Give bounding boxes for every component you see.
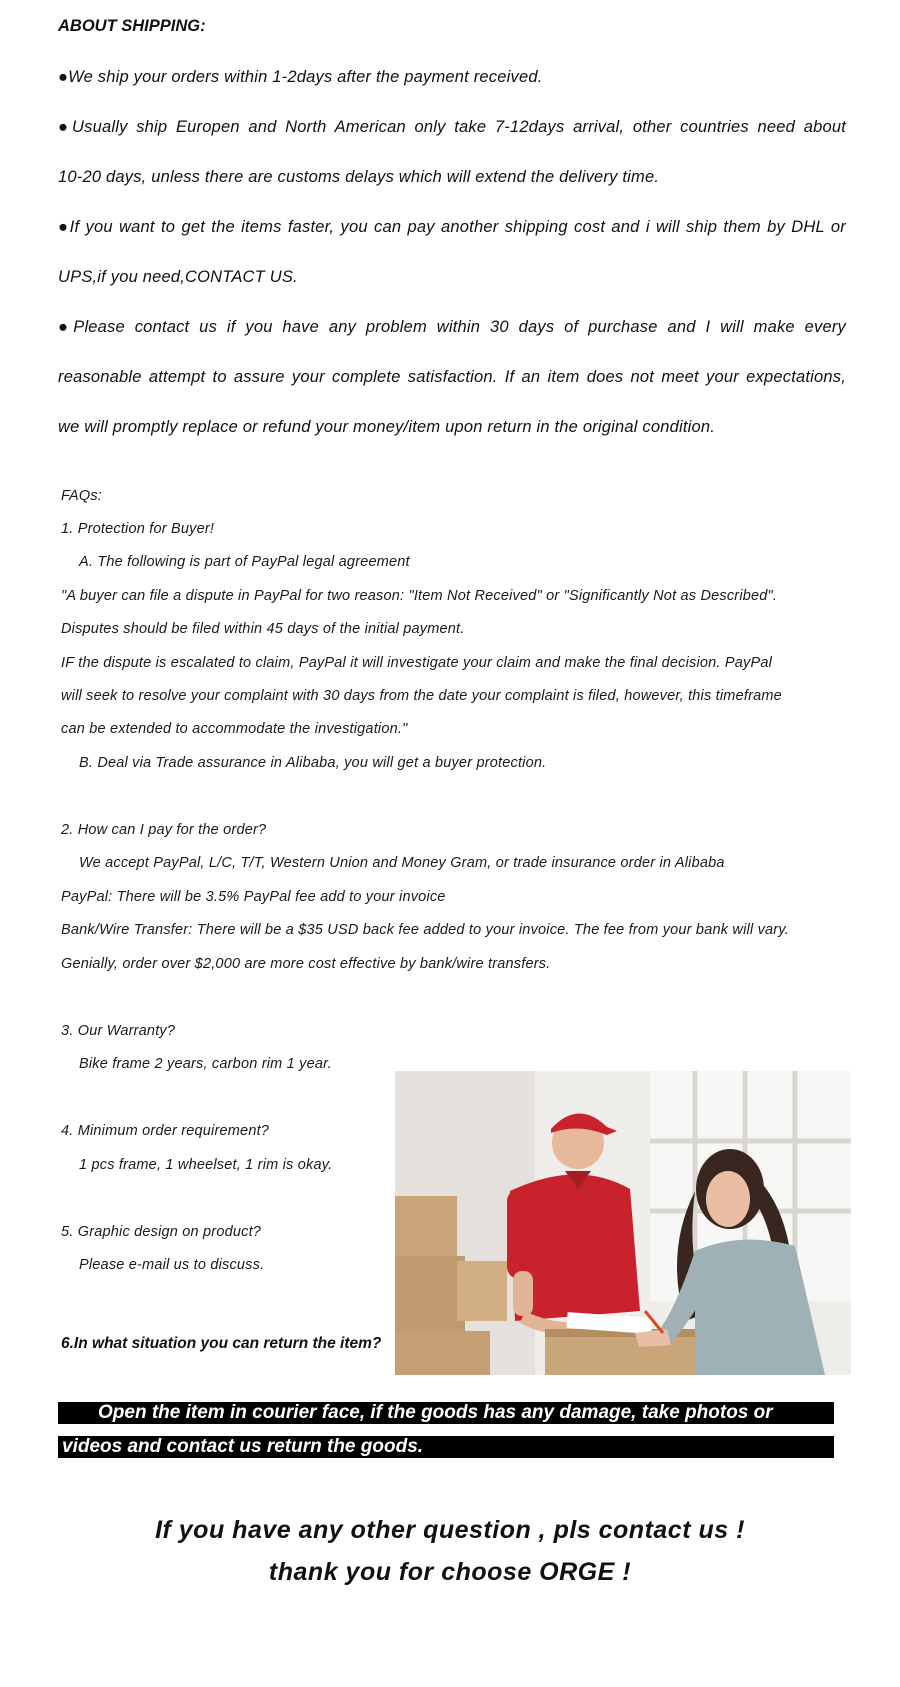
shipping-line: ●We ship your orders within 1-2days after the payment received.: [58, 68, 543, 86]
shipping-line: ●If you want to get the items faster, you can pay another shipping cost and i will ship them by DHL or: [58, 218, 846, 236]
courier-delivery-photo: [395, 1071, 851, 1375]
faq-answer: Genially, order over $2,000 are more cost effective by bank/wire transfers.: [61, 956, 551, 972]
faq-answer: 1 pcs frame, 1 wheelset, 1 rim is okay.: [79, 1157, 333, 1173]
return-policy-text: Open the item in courier face, if the goods has any damage, take photos or: [98, 1402, 773, 1423]
faq-answer: B. Deal via Trade assurance in Alibaba, you will get a buyer protection.: [79, 755, 547, 771]
faq-answer: PayPal: There will be 3.5% PayPal fee add to your invoice: [61, 889, 446, 905]
faq-question: 3. Our Warranty?: [61, 1023, 176, 1039]
closing-contact-line: If you have any other question , pls contact us !: [155, 1516, 745, 1544]
shipping-line: ●Please contact us if you have any problem within 30 days of purchase and I will make every: [58, 318, 846, 336]
return-policy-line: [58, 1402, 834, 1424]
closing-thanks-line: thank you for choose ORGE !: [268, 1558, 632, 1586]
shipping-line: UPS,if you need,CONTACT US.: [58, 268, 298, 286]
shipping-line: 10-20 days, unless there are customs delays which will extend the delivery time.: [58, 168, 660, 186]
faq-answer: A. The following is part of PayPal legal agreement: [79, 554, 410, 570]
faq-answer: IF the dispute is escalated to claim, PayPal it will investigate your claim and make the final decision. PayPal: [61, 655, 773, 671]
faq-answer: Please e-mail us to discuss.: [79, 1257, 265, 1273]
faq-answer: will seek to resolve your complaint with 30 days from the date your complaint is filed, however, this timeframe: [61, 688, 782, 704]
faq-answer: Disputes should be filed within 45 days of the initial payment.: [61, 621, 465, 637]
faq-answer: "A buyer can file a dispute in PayPal for two reason: "Item Not Received" or "Significantly Not as Described".: [61, 588, 778, 604]
faq-question: 5. Graphic design on product?: [61, 1224, 262, 1240]
shipping-line: reasonable attempt to assure your complete satisfaction. If an item does not meet your expectations,: [58, 368, 846, 386]
shipping-line: we will promptly replace or refund your money/item upon return in the original condition.: [58, 418, 716, 436]
return-policy-text: videos and contact us return the goods.: [62, 1436, 424, 1457]
faq-question: 4. Minimum order requirement?: [61, 1123, 270, 1139]
faq-question-return: 6.In what situation you can return the item?: [61, 1335, 382, 1352]
faqs-title: FAQs:: [61, 488, 103, 504]
faq-answer: Bank/Wire Transfer: There will be a $35 USD back fee added to your invoice. The fee from your bank will vary.: [61, 922, 789, 938]
faq-answer: Bike frame 2 years, carbon rim 1 year.: [79, 1056, 332, 1072]
shipping-title: ABOUT SHIPPING:: [58, 17, 206, 35]
shipping-line: ●Usually ship Europen and North American only take 7-12days arrival, other countries need about: [58, 118, 846, 136]
return-policy-line: [58, 1436, 834, 1458]
faq-question: 1. Protection for Buyer!: [61, 521, 215, 537]
faq-answer: We accept PayPal, L/C, T/T, Western Union and Money Gram, or trade insurance order in Alibaba: [79, 855, 725, 871]
faq-question: 2. How can I pay for the order?: [61, 822, 267, 838]
faq-answer: can be extended to accommodate the investigation.": [61, 721, 408, 737]
